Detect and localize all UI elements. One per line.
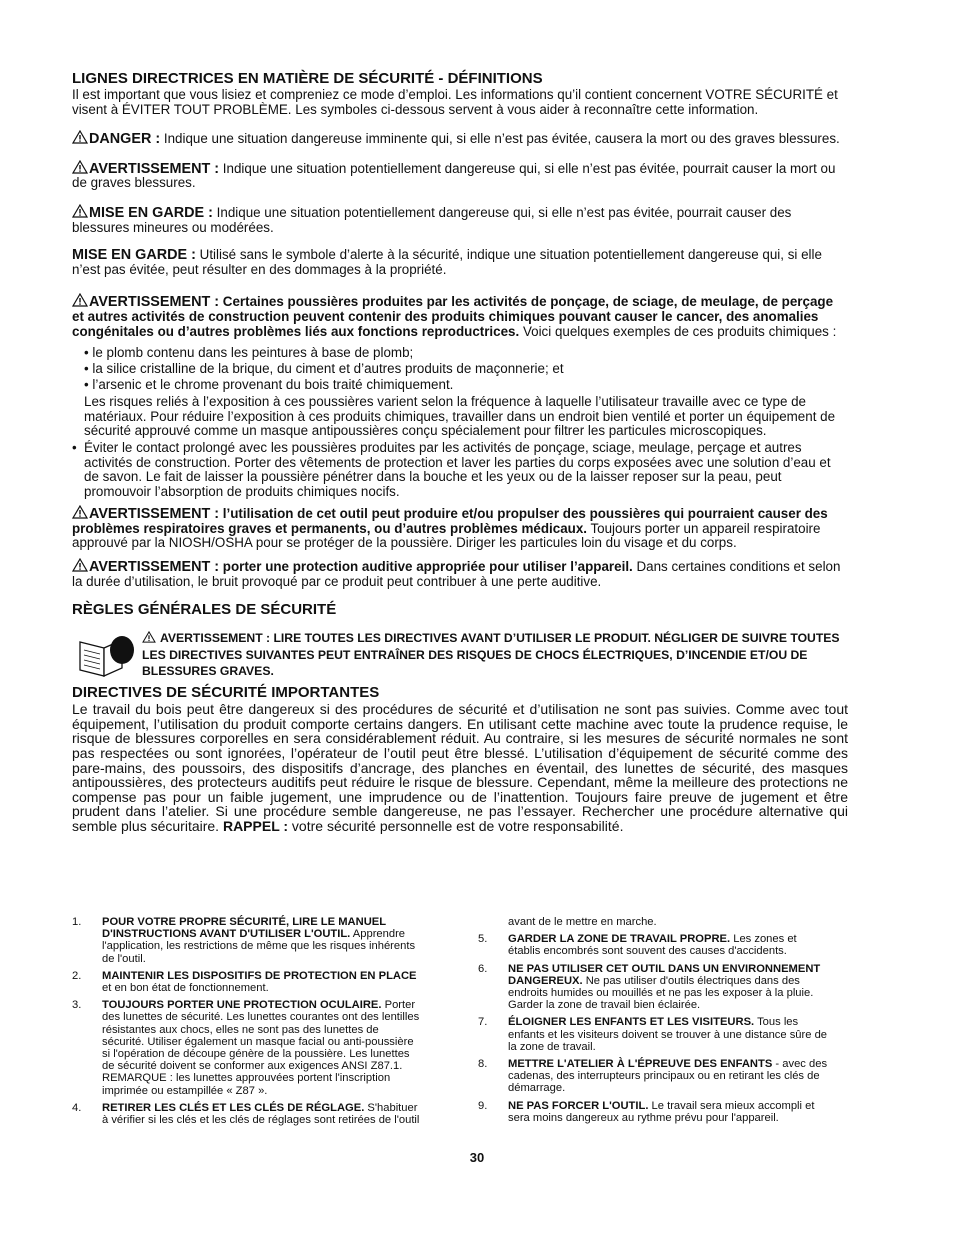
page-number: 30 bbox=[469, 1150, 485, 1165]
avertissement-text: Indique une situation potentiellement dangereuse qui, si elle n’est pas évitée, pourrait causer la mort ou de graves blessures. bbox=[72, 160, 836, 191]
mise-en-garde-text: Indique une situation potentiellement dangereuse qui, si elle n’est pas évitée, pourrait causer des blessures mineures ou modérées. bbox=[72, 204, 792, 235]
item-text: Tous les enfants et les visiteurs doivent se trouver à une distance sûre de la zone de travail. bbox=[508, 1016, 828, 1053]
item-number: 3. bbox=[72, 999, 82, 1012]
item-number: 6. bbox=[478, 962, 488, 975]
avertissement-definition bbox=[72, 160, 848, 191]
mise-en-garde-label: MISE EN GARDE : bbox=[89, 204, 213, 221]
respiratory-warning-text: Toujours porter un appareil respiratoire approuvé par la NIOSH/OSHA pour se protéger de la poussière. Diriger les particules loin du visage et du corps. bbox=[72, 520, 821, 551]
warning-triangle-icon bbox=[72, 130, 88, 144]
item-text: Les zones et établis encombrés sont souvent des causes d'accidents. bbox=[508, 933, 797, 958]
read-manual-icon bbox=[76, 630, 136, 680]
list-item bbox=[478, 933, 830, 957]
read-manual-text bbox=[142, 630, 848, 680]
section-title-rules: RÈGLES GÉNÉRALES DE SÉCURITÉ bbox=[72, 601, 337, 619]
dust-warning bbox=[72, 293, 848, 339]
list-item: • le plomb contenu dans les peintures à base de plomb; bbox=[84, 345, 414, 361]
item-text: S'habituer à vérifier si les clés et les clés de réglages sont retirées de l'outil bbox=[102, 1101, 420, 1127]
warning-triangle-icon bbox=[142, 631, 156, 643]
item-title: ÉLOIGNER LES ENFANTS ET LES VISITEURS. bbox=[508, 1016, 755, 1029]
rappel-text: votre sécurité personnelle est de votre responsabilité. bbox=[288, 818, 624, 834]
item-title: RETIRER LES CLÉS ET LES CLÉS DE RÉGLAGE. bbox=[102, 1101, 365, 1114]
respiratory-warning bbox=[72, 505, 848, 551]
item-title: MAINTENIR LES DISPOSITIFS DE PROTECTION EN PLACE bbox=[102, 969, 417, 982]
item-title: NE PAS UTILISER CET OUTIL DANS UN ENVIRONNEMENT DANGEREUX. bbox=[508, 962, 821, 987]
list-item bbox=[72, 916, 424, 965]
mise-en-garde-text: Utilisé sans le symbole d’alerte à la sécurité, indique une situation potentiellement dangereuse qui, si elle n’est pas évitée, peut résulter en des dommages à la propriété. bbox=[72, 247, 822, 277]
rules-column-right bbox=[478, 916, 830, 1129]
item-text: Apprendre l'application, les restrictions de même que les risques inhérents de l'outil. bbox=[102, 928, 416, 965]
list-item bbox=[478, 1058, 830, 1095]
mise-en-garde-label: MISE EN GARDE : bbox=[72, 247, 196, 264]
item-number: 5. bbox=[478, 933, 488, 946]
item-title: POUR VOTRE PROPRE SÉCURITÉ, LIRE LE MANUEL D'INSTRUCTIONS AVANT D'UTILISER L'OUTIL. bbox=[102, 916, 386, 941]
list-item bbox=[72, 970, 424, 994]
respiratory-warning-bold: l’utilisation de cet outil peut produire et/ou propulser des poussières qui pourraient causer des problèmes respiratoires graves et permanents, ou d’autres problèmes médicaux. bbox=[72, 506, 828, 536]
item-text: Le travail sera mieux accompli et sera moins dangereux au rythme prévu pour l'appareil. bbox=[508, 1099, 815, 1124]
section-title-definitions: LIGNES DIRECTRICES EN MATIÈRE DE SÉCURITÉ - DÉFINITIONS bbox=[72, 70, 543, 87]
item-number: 2. bbox=[72, 969, 82, 982]
item-title: NE PAS FORCER L'OUTIL. bbox=[508, 1099, 649, 1112]
item-text: avant de le mettre en marche. bbox=[508, 916, 657, 928]
warning-triangle-icon bbox=[72, 204, 88, 218]
bullet: • bbox=[72, 439, 77, 455]
read-manual-warning-text: AVERTISSEMENT : LIRE TOUTES LES DIRECTIVES AVANT D’UTILISER LE PRODUIT. NÉGLIGER DE SUIVRE TOUTES LES DIRECTIVES SUIVANTES PEUT ENTRAÎNER DES RISQUES DE CHOCS ÉLECTRIQUES, D’INCENDIE ET/OU DE BLESSURES GRAVES. bbox=[142, 631, 840, 679]
dust-warning-bold: Certaines poussières produites par les activités de ponçage, de sciage, de meulage, de perçage et autres activités de construction peuvent contenir des produits chimiques pouvant causer le cancer, des anomalies congénitales ou d’autres problèmes liés aux fonctions reproductrices. bbox=[72, 294, 834, 339]
list-item: • la silice cristalline de la brique, du ciment et d’autres produits de maçonnerie; et bbox=[84, 361, 564, 377]
item-text: Ne pas utiliser d'outils électriques dans des endroits humides ou mouillés et ne pas les exposer à la pluie. Garder la zone de travail bien éclairée. bbox=[508, 974, 814, 1012]
item-title: METTRE L'ATELIER À L'ÉPREUVE DES ENFANTS bbox=[508, 1058, 773, 1071]
list-item bbox=[72, 999, 424, 1097]
dust-warning-label: AVERTISSEMENT : bbox=[89, 294, 220, 311]
dust-risk-paragraph: Les risques reliés à l’exposition à ces poussières varient selon la fréquence à laquelle l’utilisateur travaille avec ce type de matériaux. Pour réduire l’exposition à ces produits chimiques, travailler dans un endroit bien ventilé et porter un équipement de sécurité approuvé comme un masque antipoussières conçu spécialement pour filtrer les particules microscopiques. bbox=[84, 394, 836, 439]
item-number: 7. bbox=[478, 1016, 488, 1029]
list-item-continuation bbox=[478, 916, 830, 928]
warning-triangle-icon bbox=[72, 160, 88, 174]
warning-triangle-icon bbox=[72, 505, 88, 519]
item-number: 8. bbox=[478, 1058, 488, 1071]
list-item bbox=[478, 1100, 830, 1124]
danger-definition bbox=[72, 130, 848, 147]
chemical-list bbox=[84, 345, 848, 393]
warning-triangle-icon bbox=[72, 293, 88, 307]
hearing-warning-bold: porter une protection auditive appropriée pour utiliser l’appareil. bbox=[219, 559, 633, 575]
list-item bbox=[478, 963, 830, 1012]
list-item bbox=[478, 1016, 830, 1053]
item-text: Porter des lunettes de sécurité. Les lunettes courantes ont des lentilles résistantes aux chocs, elles ne sont pas des lunettes de sécurité. Utiliser également un masque facial ou anti-poussière si l'opération de découpe génère de la poussière. Les lunettes de sécurité doivent se conformer aux exigences ANSI Z87.1. REMARQUE : les lunettes approuvées portent l'inscription imprimée ou estampillée « Z87 ». bbox=[102, 999, 420, 1097]
item-number: 1. bbox=[72, 916, 82, 928]
section-title-important: DIRECTIVES DE SÉCURITÉ IMPORTANTES bbox=[72, 684, 380, 702]
rules-column-left bbox=[72, 916, 424, 1131]
item-title: GARDER LA ZONE DE TRAVAIL PROPRE. bbox=[508, 933, 731, 946]
item-number: 9. bbox=[478, 1099, 488, 1112]
hearing-warning bbox=[72, 558, 848, 589]
danger-text: Indique une situation dangereuse imminente qui, si elle n’est pas évitée, causera la mort ou des graves blessures. bbox=[160, 131, 840, 147]
mise-en-garde-definition bbox=[72, 204, 848, 235]
dust-avoid-text: Éviter le contact prolongé avec les poussières produites par les activités de ponçage, sciage, meulage, perçage et autres activités de construction. Porter des vêtements de protection et laver les parties du corps exposées avec une solution d’eau et de savon. Le fait de laisser la poussière pénétrer dans la bouche et les yeux ou de la laisser reposer sur la peau, peut promouvoir l’absorption de produits chimiques nocifs. bbox=[84, 439, 831, 499]
read-manual-warning bbox=[72, 630, 848, 680]
item-number: 4. bbox=[72, 1101, 82, 1114]
page-content bbox=[72, 70, 848, 834]
item-text: - avec des cadenas, des interrupteurs principaux ou en retirant les clés de démarrage. bbox=[508, 1058, 828, 1095]
item-text: et en bon état de fonctionnement. bbox=[102, 982, 269, 995]
dust-avoid-paragraph bbox=[72, 441, 848, 499]
hearing-warning-label: AVERTISSEMENT : bbox=[89, 559, 220, 576]
hearing-warning-text: Dans certaines conditions et selon la durée d’utilisation, le bruit provoqué par ce produit peut contribuer à une perte auditive. bbox=[72, 559, 841, 589]
rappel-label: RAPPEL : bbox=[222, 818, 289, 834]
intro-paragraph: Il est important que vous lisiez et compreniez ce mode d’emploi. Les informations qu’il contient concernent VOTRE SÉCURITÉ et visent à ÉVITER TOUT PROBLÈME. Les symboles ci-dessous servent à vous aider à reconnaître cette information. bbox=[72, 87, 838, 117]
important-body: Le travail du bois peut être dangereux si des procédures de sécurité et d’utilisation ne sont pas suivies. Comme avec tout équipement, l’utilisation du produit comporte certains dangers. En utilisant cette machine avec toute la prudence requise, le risque de blessures corporelles en sera considérablement réduit. Au contraire, si les mesures de sécurité normales ne sont pas respectées ou sont ignorées, l’opérateur de l’outil peut être blessé. L’utilisation d’équipement de sécurité comme des pare-mains, des poussoirs, des dispositifs d’ancrage, des planches en éventail, des lunettes de sécurité, des masques antipoussières, des protecteurs auditifs peut réduire le risque de blessure. Cependant, même la meilleure des protections ne compense pas pour un faible jugement, une imprudence ou de l’inattention. Toujours faire preuve de jugement et être prudent dans l’atelier. Si une procédure semble dangereuse, ne pas l’essayer. Rechercher une procédure alternative qui semble plus sécuritaire. bbox=[72, 701, 848, 834]
dust-warning-text: Voici quelques exemples de ces produits chimiques : bbox=[519, 323, 837, 339]
item-title: TOUJOURS PORTER UNE PROTECTION OCULAIRE. bbox=[102, 999, 382, 1012]
danger-label: DANGER : bbox=[89, 131, 161, 148]
list-item: • l’arsenic et le chrome provenant du bois traité chimiquement. bbox=[84, 377, 454, 393]
list-item bbox=[72, 1102, 424, 1126]
avertissement-label: AVERTISSEMENT : bbox=[89, 160, 220, 177]
warning-triangle-icon bbox=[72, 558, 88, 572]
respiratory-warning-label: AVERTISSEMENT : bbox=[89, 506, 220, 523]
mise-en-garde-property-definition bbox=[72, 248, 848, 277]
important-paragraph bbox=[72, 702, 848, 833]
